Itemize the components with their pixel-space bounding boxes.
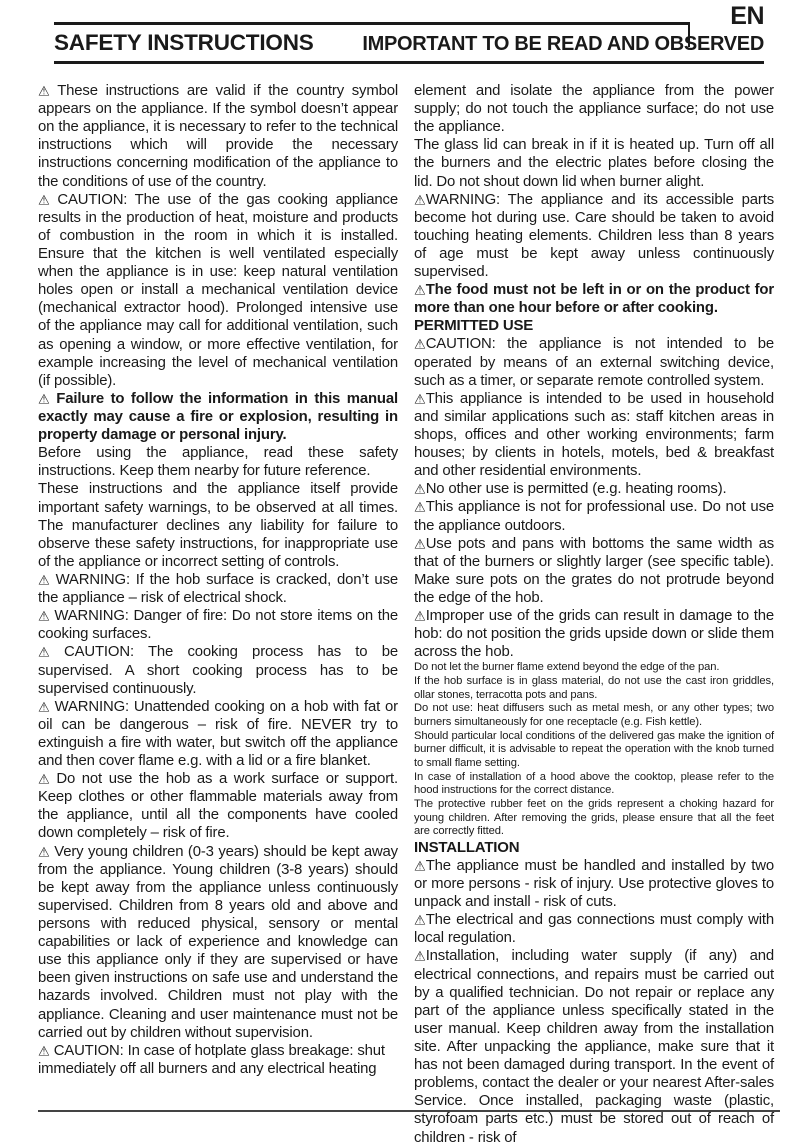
paragraph xyxy=(38,444,398,480)
paragraph-text: This appliance is intended to be used in household and similar applications such as: staff kitchen areas in shops, offices and other working environments; farm houses; by clients in hotels, motels, bed & breakfast and other residential environments. xyxy=(414,390,774,480)
warning-triangle-icon: ⚠ xyxy=(414,500,426,516)
warning-triangle-icon: ⚠ xyxy=(38,609,50,625)
paragraph xyxy=(414,535,774,607)
warning-triangle-icon: ⚠ xyxy=(38,845,50,861)
paragraph xyxy=(38,843,398,1042)
footer-rule xyxy=(38,1110,780,1112)
warning-triangle-icon: ⚠ xyxy=(414,913,426,929)
paragraph xyxy=(414,498,774,534)
warning-triangle-icon: ⚠ xyxy=(414,193,426,209)
paragraph xyxy=(38,698,398,770)
right-column xyxy=(414,82,774,1147)
paragraph-text: The electrical and gas connections must comply with local regulation. xyxy=(414,912,774,947)
paragraph xyxy=(414,390,774,481)
paragraph xyxy=(414,82,774,136)
two-column-body xyxy=(38,82,780,1147)
warning-triangle-icon: ⚠ xyxy=(414,609,426,625)
section-heading-installation: INSTALLATION xyxy=(414,838,520,856)
paragraph-text: The appliance must be handled and installed by two or more persons - risk of injury. Use protective gloves to unpack and install - risk of cuts. xyxy=(414,857,774,911)
warning-triangle-icon: ⚠ xyxy=(414,537,426,553)
paragraph xyxy=(38,770,398,842)
paragraph-text: CAUTION: The use of the gas cooking appliance results in the production of heat, moisture and products of combustion in the room in which it is installed. Ensure that the kitchen is well ventilated especially when the appliance is in use: keep natural ventilation holes open or install a mechanical ventilation device (mechanical extractor hood). Prolonged intensive use of the appliance may call for additional ventilation, such as opening a window, or more effective ventilation, for example increasing the level of mechanical ventilation (if possible). xyxy=(38,191,398,389)
warning-triangle-icon: ⚠ xyxy=(38,573,50,589)
warning-triangle-icon: ⚠ xyxy=(414,482,426,498)
paragraph-text: CAUTION: In case of hotplate glass breakage: shut immediately off all burners and any electrical heating xyxy=(38,1042,385,1077)
paragraph xyxy=(414,191,774,282)
paragraph xyxy=(414,136,774,190)
paragraph xyxy=(38,1042,398,1078)
warning-triangle-icon: ⚠ xyxy=(38,84,50,100)
paragraph-text: These instructions are valid if the country symbol appears on the appliance. If the symbol doesn’t appear on the appliance, it is necessary to refer to the technical instructions which will provide the necessary instructions concerning modification of the appliance to the conditions of use of the country. xyxy=(38,83,399,190)
paragraph-text: These instructions and the appliance itself provide important safety warnings, to be observed at all times. The manufacturer declines any liability for failure to observe these safety instructions, for inappropriate use of the appliance or incorrect setting of controls. xyxy=(38,481,398,570)
warning-triangle-icon: ⚠ xyxy=(414,337,426,353)
note-paragraph xyxy=(414,798,774,839)
warning-triangle-icon: ⚠ xyxy=(414,859,426,875)
note-text: In case of installation of a hood above the cooktop, please refer to the hood instructions for the correct distance. xyxy=(414,770,774,797)
paragraph xyxy=(414,607,774,661)
paragraph-text: This appliance is not for professional use. Do not use the appliance outdoors. xyxy=(414,499,774,534)
section-heading-permitted-use: PERMITTED USE xyxy=(414,317,534,335)
note-text: If the hob surface is in glass material, do not use the cast iron griddles, ollar stones, terracotta pots and pans. xyxy=(414,675,774,701)
warning-triangle-icon: ⚠ xyxy=(414,392,426,408)
paragraph-text: The food must not be left in or on the product for more than one hour before or after cooking. xyxy=(414,282,774,317)
paragraph xyxy=(414,947,774,1146)
warning-triangle-icon: ⚠ xyxy=(38,193,50,209)
page-header xyxy=(38,0,764,62)
note-text: The protective rubber feet on the grids represent a choking hazard for young children. After removing the grids, please ensure that all the feet are correctly fitted. xyxy=(414,797,774,838)
note-paragraph xyxy=(414,702,774,729)
paragraph xyxy=(38,390,398,444)
paragraph xyxy=(38,571,398,607)
paragraph-text: CAUTION: the appliance is not intended to be operated by means of an external switching device, such as a timer, or separate remote controlled system. xyxy=(414,336,774,389)
note-text: Do not use: heat diffusers such as metal mesh, or any other types; two burners simultaneously for one receptacle (e.g. Fish kettle). xyxy=(414,702,774,729)
note-paragraph xyxy=(414,771,774,798)
warning-triangle-icon: ⚠ xyxy=(38,645,50,661)
note-text: Should particular local conditions of the delivered gas make the ignition of burner difficult, it is advisable to repeat the operation with the knob turned to small flame setting. xyxy=(414,729,774,769)
paragraph-text: CAUTION: The cooking process has to be supervised. A short cooking process has to be supervised continuously. xyxy=(38,644,398,697)
header-title-row xyxy=(54,30,764,56)
paragraph-text: Very young children (0-3 years) should be kept away from the appliance. Young children (3-8 years) should be kept away from the appliance unless continuously supervised. Children from 8 years old and above and persons with reduced physical, sensory or mental capabilities or lack of experience and knowledge can use this appliance only if they are supervised or have been given instructions on safe use and understand the hazards involved. Children must not play with the appliance. Cleaning and user maintenance must not be carried out by children without supervision. xyxy=(38,843,398,1041)
warning-triangle-icon: ⚠ xyxy=(38,700,50,716)
paragraph-text: WARNING: The appliance and its accessible parts become hot during use. Care should be taken to avoid touching heating elements. Children less than 8 years of age must be kept away unless continuously supervised. xyxy=(414,191,774,281)
note-paragraph xyxy=(414,661,774,675)
left-column xyxy=(38,82,398,1147)
paragraph-text: WARNING: If the hob surface is cracked, don’t use the appliance – risk of electrical shock. xyxy=(38,571,398,607)
paragraph-text: element and isolate the appliance from the power supply; do not touch the appliance surface; do not use the appliance. xyxy=(414,83,774,136)
note-paragraph xyxy=(414,730,774,771)
paragraph-text: Improper use of the grids can result in damage to the hob: do not position the grids upside down or slide them across the hob. xyxy=(414,608,774,661)
note-paragraph xyxy=(414,675,774,702)
paragraph xyxy=(414,857,774,911)
paragraph-text: No other use is permitted (e.g. heating rooms). xyxy=(425,481,727,498)
paragraph xyxy=(38,191,398,390)
paragraph-text: WARNING: Unattended cooking on a hob with fat or oil can be dangerous – risk of fire. NEVER try to extinguish a fire with water, but switch off the appliance and then cover flame e.g. with a lid or a fire blanket. xyxy=(38,698,398,770)
paragraph xyxy=(38,480,398,571)
paragraph-text: Use pots and pans with bottoms the same width as that of the burners or slightly larger (see specific table). Make sure pots on the grates do not protrude beyond the edge of the hob. xyxy=(414,535,774,606)
warning-triangle-icon: ⚠ xyxy=(414,949,426,965)
paragraph xyxy=(38,607,398,643)
paragraph-text: Do not use the hob as a work surface or support. Keep clothes or other flammable materials away from the appliance, until all the components have cooled down completely – risk of fire. xyxy=(38,771,398,842)
paragraph xyxy=(38,82,398,191)
warning-triangle-icon: ⚠ xyxy=(38,392,50,408)
paragraph-text: Before using the appliance, read these safety instructions. Keep them nearby for future reference. xyxy=(38,445,398,480)
page-title: SAFETY INSTRUCTIONS xyxy=(54,30,314,55)
header-top-rule xyxy=(54,22,690,25)
paragraph-text: Failure to follow the information in this manual exactly may cause a fire or explosion, resulting in property damage or personal injury. xyxy=(38,390,398,444)
paragraph xyxy=(414,281,774,317)
paragraph xyxy=(414,335,774,389)
paragraph-text: WARNING: Danger of fire: Do not store items on the cooking surfaces. xyxy=(38,608,398,643)
paragraph-text: Installation, including water supply (if any) and electrical connections, and repairs must be carried out by a qualified technician. Do not repair or replace any part of the appliance unless specifically stated in the user manual. Keep children away from the installation site. After unpacking the appliance, make sure that it has not been damaged during transport. In the event of problems, contact the dealer or your nearest After-sales Service. Once installed, packaging waste (plastic, styrofoam parts etc.) must be stored out of reach of children - risk of xyxy=(414,948,774,1146)
paragraph-text: The glass lid can break in if it is heated up. Turn off all the burners and the electric plates before closing the lid. Do not shout down lid when burner alight. xyxy=(414,137,774,190)
header-bottom-rule xyxy=(54,61,764,64)
paragraph xyxy=(38,643,398,697)
warning-triangle-icon: ⚠ xyxy=(38,772,50,788)
paragraph xyxy=(414,911,774,947)
language-code: EN xyxy=(730,2,764,30)
warning-triangle-icon: ⚠ xyxy=(38,1044,50,1060)
paragraph xyxy=(414,480,774,498)
note-text: Do not let the burner flame extend beyond the edge of the pan. xyxy=(414,661,720,674)
warning-triangle-icon: ⚠ xyxy=(414,283,426,299)
page-subtitle: IMPORTANT TO BE READ AND OBSERVED xyxy=(362,33,764,55)
